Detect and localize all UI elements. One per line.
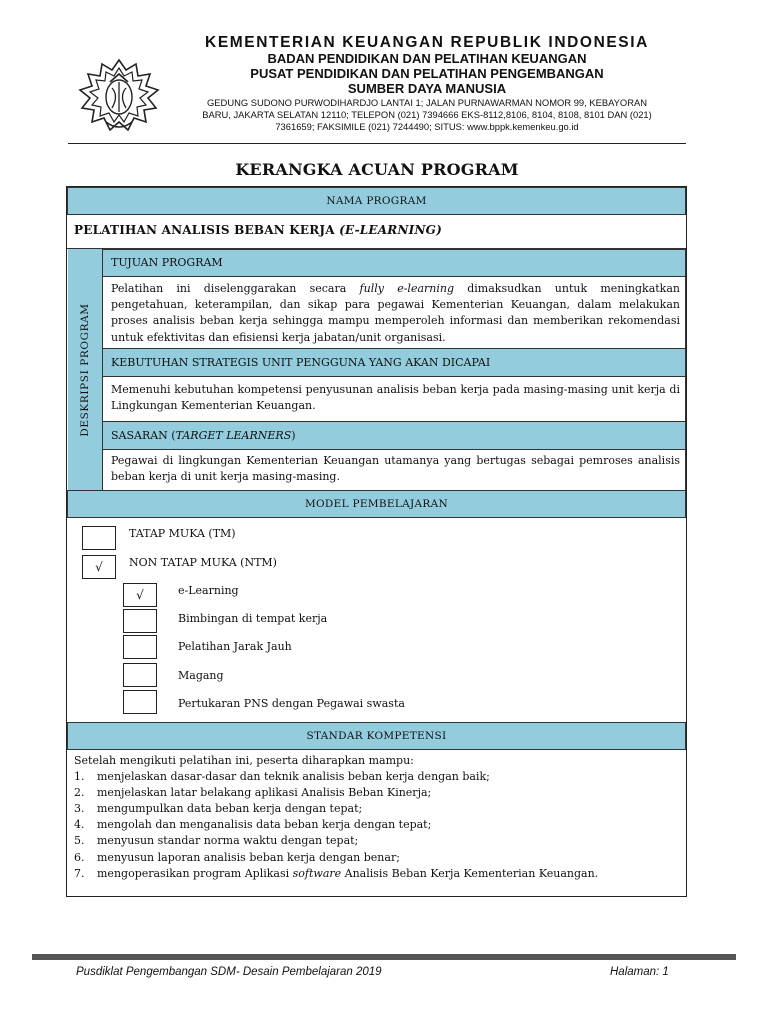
deskripsi-program-label: DESKRIPSI PROGRAM xyxy=(79,303,91,437)
center-name-cont: SUMBER DAYA MANUSIA xyxy=(347,81,507,96)
item-number: 6. xyxy=(74,850,85,864)
standar-kompetensi-header xyxy=(67,722,686,750)
item-text: menyusun laporan analisis beban kerja dengan benar; xyxy=(97,850,400,864)
sasaran-label-italic: TARGET LEARNERS xyxy=(175,429,292,442)
item-text xyxy=(97,866,598,882)
competency-intro: Setelah mengikuti pelatihan ini, peserta diharapkan mampu: xyxy=(74,754,414,767)
item-number: 3. xyxy=(74,802,85,816)
item-number: 4. xyxy=(74,818,85,832)
tujuan-program-label: TUJUAN PROGRAM xyxy=(111,256,223,269)
item-number: 7. xyxy=(74,866,85,880)
checkbox-e-learning[interactable]: √ xyxy=(123,583,157,607)
nama-program-header-label: NAMA PROGRAM xyxy=(326,195,427,207)
list-item xyxy=(74,866,684,882)
label-tatap-muka: TATAP MUKA (TM) xyxy=(129,527,236,540)
letterhead-address xyxy=(168,97,686,134)
list-item xyxy=(74,833,684,849)
label-e-learning: e-Learning xyxy=(178,584,239,597)
program-name-text: PELATIHAN ANALISIS BEBAN KERJA xyxy=(74,223,340,237)
footer-source: Pusdiklat Pengembangan SDM- Desain Pembelajaran 2019 xyxy=(76,966,382,978)
item-number: 2. xyxy=(74,786,85,800)
sasaran-text: Pegawai di lingkungan Kementerian Keuangan utamanya yang bertugas sebagai pemroses analisis beban kerja di unit kerja masing-masing. xyxy=(111,454,680,484)
kebutuhan-label: KEBUTUHAN STRATEGIS UNIT PENGGUNA YANG AKAN DICAPAI xyxy=(111,356,491,369)
kemenkeu-emblem-icon xyxy=(76,52,162,138)
item-text-part: mengoperasikan program Aplikasi xyxy=(97,866,293,880)
letterhead xyxy=(68,32,686,144)
standar-kompetensi-label: STANDAR KOMPETENSI xyxy=(306,730,447,742)
tujuan-text-part: Pelatihan ini diselenggarakan secara xyxy=(111,282,360,295)
checkbox-tatap-muka[interactable] xyxy=(82,526,116,550)
item-text: menyusun standar norma waktu dengan tepat; xyxy=(97,834,359,848)
competency-list xyxy=(74,753,684,882)
label-non-tatap-muka: NON TATAP MUKA (NTM) xyxy=(129,556,277,569)
program-form xyxy=(66,186,687,897)
program-name-mode: (E-LEARNING) xyxy=(339,223,442,237)
checkbox-bimbingan[interactable] xyxy=(123,609,157,633)
agency-name: BADAN PENDIDIKAN DAN PELATIHAN KEUANGAN xyxy=(267,51,587,66)
item-text: menjelaskan dasar-dasar dan teknik analisis beban kerja dengan baik; xyxy=(97,770,490,784)
deskripsi-program-column xyxy=(68,249,103,491)
item-number: 1. xyxy=(74,770,85,784)
label-bimbingan: Bimbingan di tempat kerja xyxy=(178,612,328,625)
checkbox-non-tatap-muka[interactable]: √ xyxy=(82,555,116,579)
ministry-name: KEMENTERIAN KEUANGAN REPUBLIK INDONESIA xyxy=(205,34,649,51)
model-pembelajaran-label: MODEL PEMBELAJARAN xyxy=(304,498,449,510)
list-item xyxy=(74,850,684,866)
nama-program-header xyxy=(67,187,686,215)
tujuan-text-italic: fully e-learning xyxy=(359,282,454,295)
item-text: menjelaskan latar belakang aplikasi Analisis Beban Kinerja; xyxy=(97,786,432,800)
sasaran-header xyxy=(102,421,686,450)
tujuan-program-header xyxy=(102,249,686,277)
footer-divider xyxy=(32,954,736,960)
letterhead-divider xyxy=(68,143,686,144)
item-text-rest: Analisis Beban Kerja Kementerian Keuangan. xyxy=(341,866,599,880)
kebutuhan-header xyxy=(102,348,686,377)
page-number: Halaman: 1 xyxy=(610,966,669,978)
checkbox-pertukaran-pns[interactable] xyxy=(123,690,157,714)
list-item xyxy=(74,769,684,785)
label-magang: Magang xyxy=(178,669,224,682)
address-line-2: BARU, JAKARTA SELATAN 12110; TELEPON (021) 7394666 EKS-8112,8106, 8104, 8108, 8101 DAN (021) xyxy=(202,109,652,121)
address-line-1: GEDUNG SUDONO PURWODIHARDJO LANTAI 1; JALAN PURNAWARMAN NOMOR 99, KEBAYORAN xyxy=(207,97,647,108)
tujuan-text-rest: dimaksudkan untuk meningkatkan pengetahuan, keterampilan, dan sikap para pegawai Kementerian Keuangan, dalam melakukan proses analisis beban kerja sehingga mampu memperoleh informasi dan memberikan rekomendasi untuk efektivitas dan efisiensi kerja jabatan/unit organisasi. xyxy=(111,282,680,344)
item-number: 5. xyxy=(74,834,85,848)
item-text: mengolah dan menganalisis data beban kerja dengan tepat; xyxy=(97,818,432,832)
program-name xyxy=(74,223,442,237)
model-pembelajaran-header xyxy=(67,490,686,518)
list-item xyxy=(74,785,684,801)
label-pelatihan-jarak-jauh: Pelatihan Jarak Jauh xyxy=(178,640,292,653)
sasaran-label-end: ) xyxy=(291,429,296,442)
list-item xyxy=(74,801,684,817)
label-pertukaran-pns: Pertukaran PNS dengan Pegawai swasta xyxy=(178,697,405,710)
checkbox-pelatihan-jarak-jauh[interactable] xyxy=(123,635,157,659)
tujuan-program-text xyxy=(111,281,680,346)
checkbox-magang[interactable] xyxy=(123,663,157,687)
item-text: mengumpulkan data beban kerja dengan tepat; xyxy=(97,802,363,816)
address-line-3: 7361659; FAKSIMILE (021) 7244490; SITUS: www.bppk.kemenkeu.go.id xyxy=(275,121,579,133)
kebutuhan-text: Memenuhi kebutuhan kompetensi penyusunan analisis beban kerja pada masing-masing unit kerja di Lingkungan Kementerian Keuangan. xyxy=(111,383,680,413)
list-item xyxy=(74,817,684,833)
center-name: PUSAT PENDIDIKAN DAN PELATIHAN PENGEMBANGAN xyxy=(250,66,604,81)
document-title: KERANGKA ACUAN PROGRAM xyxy=(235,160,519,179)
sasaran-label: SASARAN ( xyxy=(111,429,176,442)
item-text-italic: software xyxy=(292,866,342,880)
